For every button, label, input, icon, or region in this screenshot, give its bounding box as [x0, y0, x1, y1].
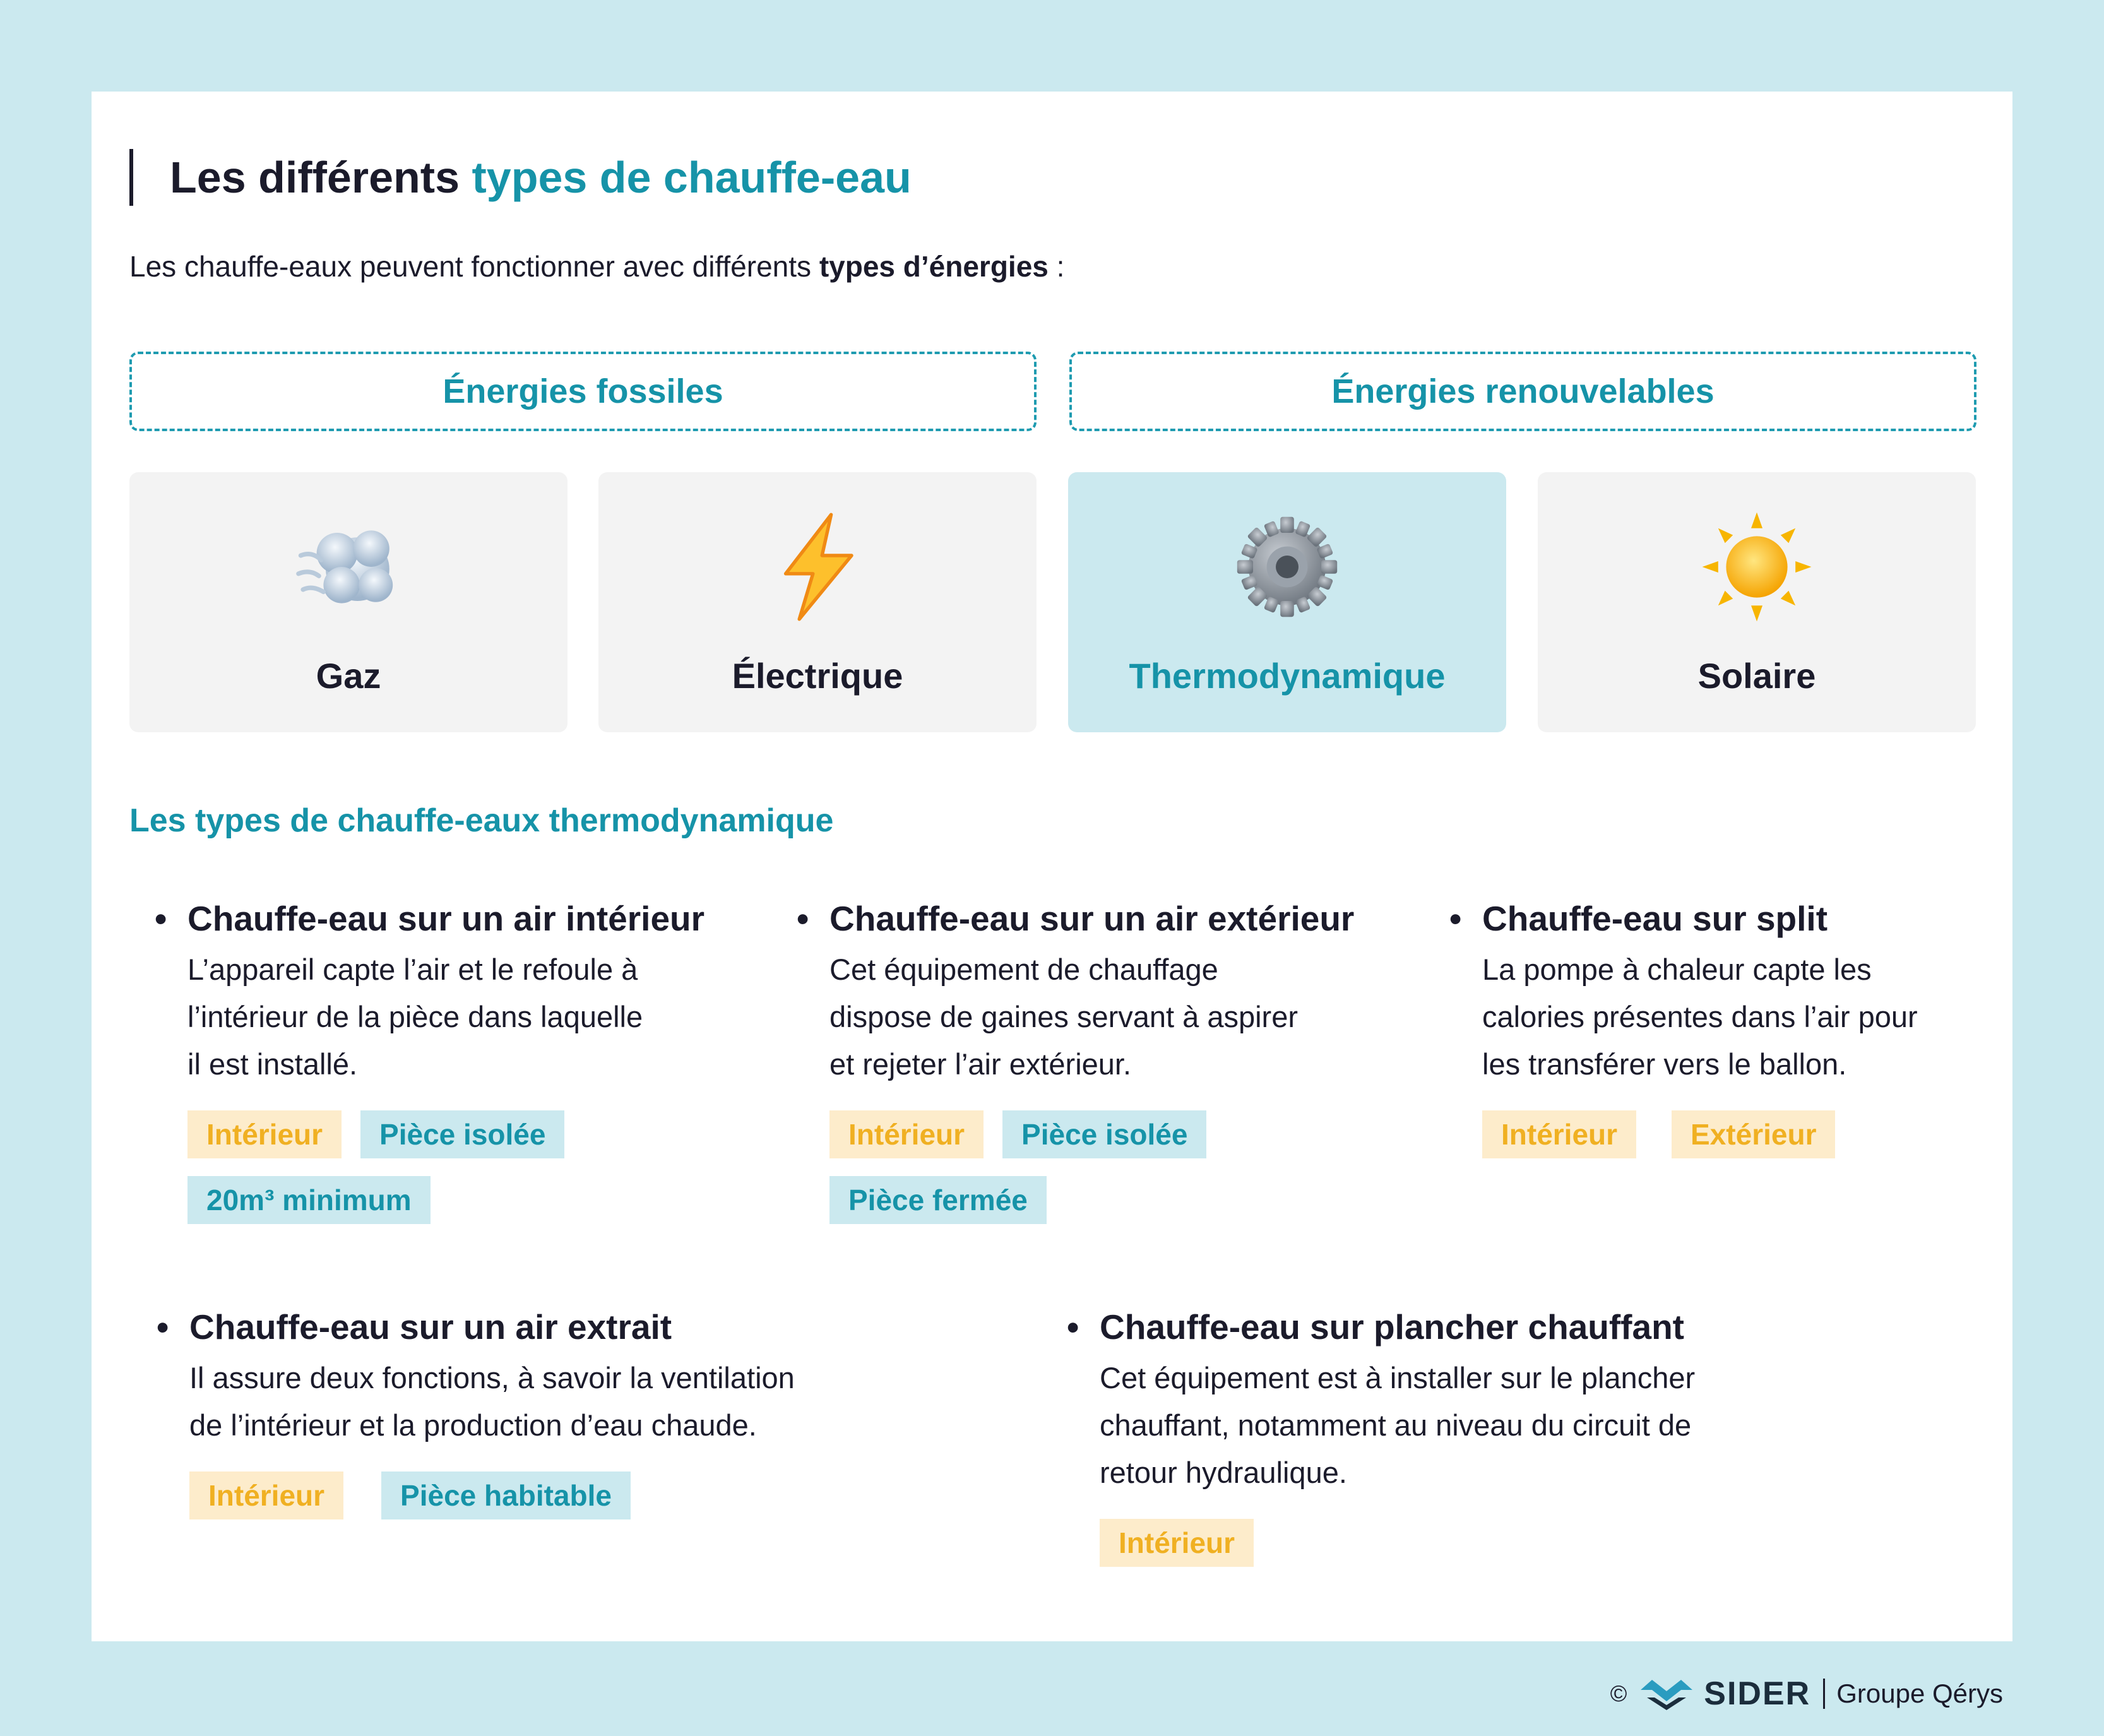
footer-credit [1610, 1672, 2003, 1716]
energy-tile-solaire [1538, 472, 1976, 732]
copyright-symbol: © [1610, 1680, 1627, 1706]
bullet: • [1067, 1307, 1079, 1347]
intro-bold: types d’énergies [819, 250, 1049, 283]
title-block [129, 147, 912, 208]
category-renewable: Énergies renouvelables [1069, 352, 1976, 431]
gear-icon [1230, 510, 1344, 624]
gas-cloud-icon [292, 510, 405, 624]
energy-label: Solaire [1697, 656, 1816, 696]
item-title [1449, 896, 1924, 941]
item-description [189, 1354, 795, 1449]
title-accent-bar [129, 149, 133, 206]
item-title-text: Chauffe-eau sur un air extrait [189, 1307, 672, 1347]
tag-interieur: Intérieur [829, 1110, 984, 1158]
desc-line: il est installé. [187, 1047, 358, 1081]
item-air-extrait [157, 1305, 795, 1519]
desc-line: chauffant, notamment au niveau du circuit de [1100, 1408, 1692, 1442]
energy-tile-electrique [598, 472, 1037, 732]
item-air-exterieur [797, 896, 1355, 1224]
bullet: • [155, 899, 167, 938]
tag-list [187, 1110, 629, 1224]
item-title-text: Chauffe-eau sur un air intérieur [187, 899, 705, 938]
sider-logo-icon [1638, 1676, 1695, 1711]
tag-piece-isolee: Pièce isolée [1002, 1110, 1206, 1158]
lightning-icon [761, 510, 874, 624]
item-title [1067, 1305, 1695, 1349]
intro-plain: Les chauffe-eaux peuvent fonctionner avec différents [129, 250, 819, 283]
desc-line: Cet équipement de chauffage [829, 953, 1218, 986]
desc-line: calories présentes dans l’air pour [1482, 1000, 1918, 1033]
energy-label: Thermodynamique [1129, 656, 1446, 696]
brand-name: SIDER [1704, 1675, 1811, 1712]
tag-list [1100, 1519, 1668, 1567]
item-title-text: Chauffe-eau sur plancher chauffant [1100, 1307, 1684, 1347]
tag-interieur: Intérieur [1100, 1519, 1254, 1567]
desc-line: de l’intérieur et la production d’eau chaude. [189, 1408, 757, 1442]
item-title [155, 896, 705, 941]
energy-tile-gaz [129, 472, 568, 732]
desc-line: L’appareil capte l’air et le refoule à [187, 953, 638, 986]
item-description [1482, 946, 1924, 1088]
tag-list [1482, 1110, 1924, 1158]
desc-line: et rejeter l’air extérieur. [829, 1047, 1132, 1081]
infographic-card [92, 92, 2012, 1641]
item-title-text: Chauffe-eau sur un air extérieur [829, 899, 1355, 938]
tag-list [829, 1110, 1271, 1224]
item-air-interieur [155, 896, 705, 1224]
desc-line: Cet équipement est à installer sur le plancher [1100, 1361, 1696, 1394]
bullet: • [797, 899, 809, 938]
desc-line: retour hydraulique. [1100, 1456, 1347, 1489]
tag-interieur: Intérieur [1482, 1110, 1636, 1158]
item-description [1100, 1354, 1695, 1496]
page-title [170, 152, 912, 203]
tag-minimum-volume: 20m³ minimum [187, 1176, 431, 1224]
desc-line: La pompe à chaleur capte les [1482, 953, 1872, 986]
desc-line: les transférer vers le ballon. [1482, 1047, 1847, 1081]
energy-label: Électrique [732, 656, 903, 696]
group-name: Groupe Qérys [1836, 1679, 2003, 1708]
desc-line: Il assure deux fonctions, à savoir la ventilation [189, 1361, 795, 1394]
tag-interieur: Intérieur [187, 1110, 342, 1158]
item-title-text: Chauffe-eau sur split [1482, 899, 1828, 938]
sun-icon [1700, 510, 1814, 624]
tag-piece-fermee: Pièce fermée [829, 1176, 1047, 1224]
desc-line: l’intérieur de la pièce dans laquelle [187, 1000, 643, 1033]
title-accent: types de chauffe-eau [472, 153, 912, 202]
tag-list [189, 1471, 758, 1519]
item-split [1449, 896, 1924, 1158]
energy-label: Gaz [316, 656, 381, 696]
desc-line: dispose de gaines servant à aspirer [829, 1000, 1298, 1033]
footer-separator [1823, 1679, 1825, 1709]
item-plancher-chauffant [1067, 1305, 1696, 1567]
title-dark: Les différents [170, 153, 472, 202]
item-description [187, 946, 704, 1088]
intro-text [129, 249, 1064, 283]
intro-end: : [1048, 250, 1065, 283]
bullet: • [157, 1307, 169, 1347]
item-description [829, 946, 1354, 1088]
category-fossil: Énergies fossiles [129, 352, 1037, 431]
section-subheading: Les types de chauffe-eaux thermodynamique [129, 802, 834, 839]
energy-tile-thermodynamique [1068, 472, 1506, 732]
bullet: • [1449, 899, 1462, 938]
tag-interieur: Intérieur [189, 1471, 343, 1519]
tag-piece-habitable: Pièce habitable [381, 1471, 631, 1519]
tag-piece-isolee: Pièce isolée [360, 1110, 564, 1158]
item-title [797, 896, 1355, 941]
item-title [157, 1305, 795, 1349]
tag-exterieur: Extérieur [1672, 1110, 1835, 1158]
